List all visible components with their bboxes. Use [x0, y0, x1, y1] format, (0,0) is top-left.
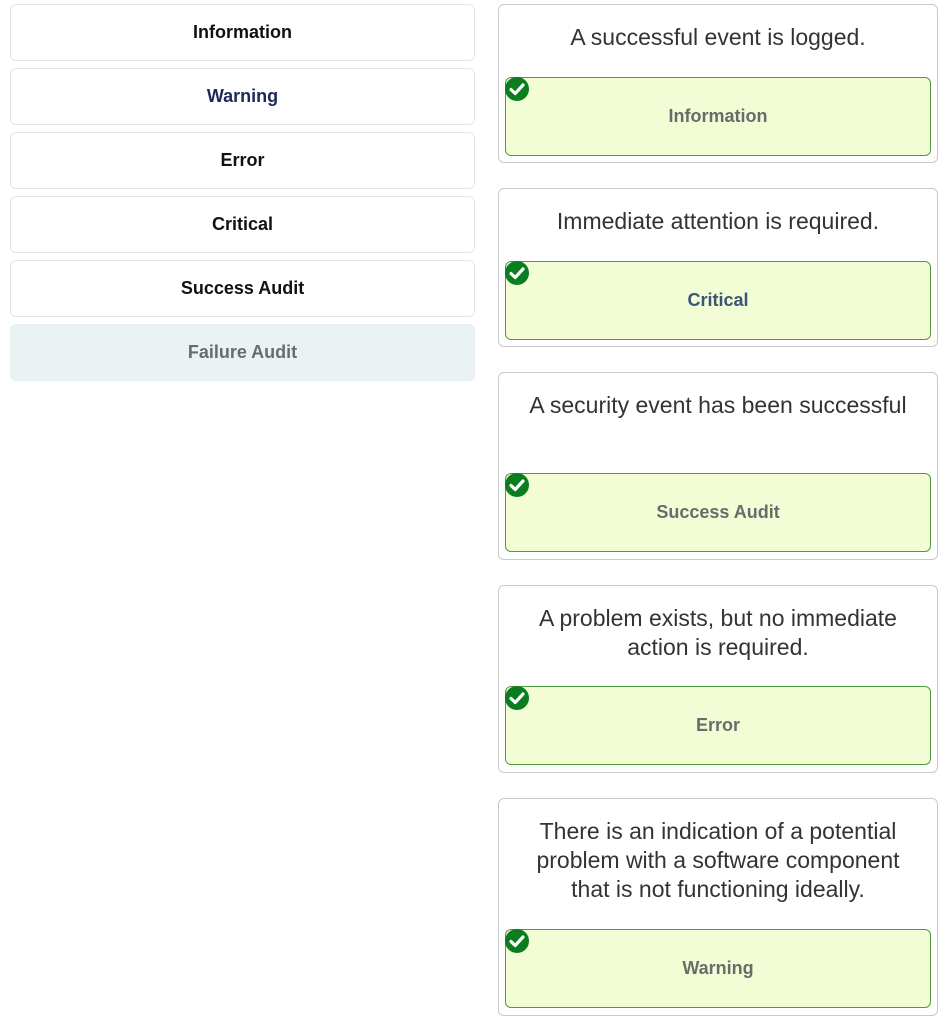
option-failure-audit[interactable]: Failure Audit	[10, 324, 475, 381]
drop-zone[interactable]	[505, 929, 931, 1008]
check-icon	[504, 260, 530, 286]
match-prompt: There is an indication of a potential problem with a software component that is not functioning ideally.	[536, 818, 900, 902]
drop-zone-answer: Critical	[687, 290, 749, 310]
drop-zone-answer: Error	[695, 715, 740, 735]
match-card	[498, 188, 938, 347]
match-card	[498, 4, 938, 163]
option-warning[interactable]: Warning	[10, 68, 475, 125]
drop-zone[interactable]	[505, 77, 931, 156]
drop-zone[interactable]	[505, 261, 931, 340]
match-prompt: A successful event is logged.	[570, 24, 866, 50]
match-prompt: A problem exists, but no immediate action is required.	[539, 605, 897, 660]
drop-zone[interactable]	[505, 686, 931, 765]
options-list	[10, 4, 475, 388]
option-success-audit[interactable]: Success Audit	[10, 260, 475, 317]
check-icon	[504, 76, 530, 102]
match-prompt: A security event has been successful	[529, 392, 907, 418]
option-information[interactable]: Information	[10, 4, 475, 61]
drop-zone-answer: Information	[668, 106, 768, 126]
match-card	[498, 372, 938, 560]
match-prompt: Immediate attention is required.	[556, 208, 880, 234]
drop-zone[interactable]	[505, 473, 931, 552]
check-icon	[504, 472, 530, 498]
option-error[interactable]: Error	[10, 132, 475, 189]
match-card	[498, 798, 938, 1016]
check-icon	[504, 928, 530, 954]
match-card	[498, 585, 938, 773]
drop-zone-answer: Success Audit	[656, 502, 780, 522]
drop-zone-answer: Warning	[682, 958, 754, 978]
check-icon	[504, 685, 530, 711]
option-critical[interactable]: Critical	[10, 196, 475, 253]
